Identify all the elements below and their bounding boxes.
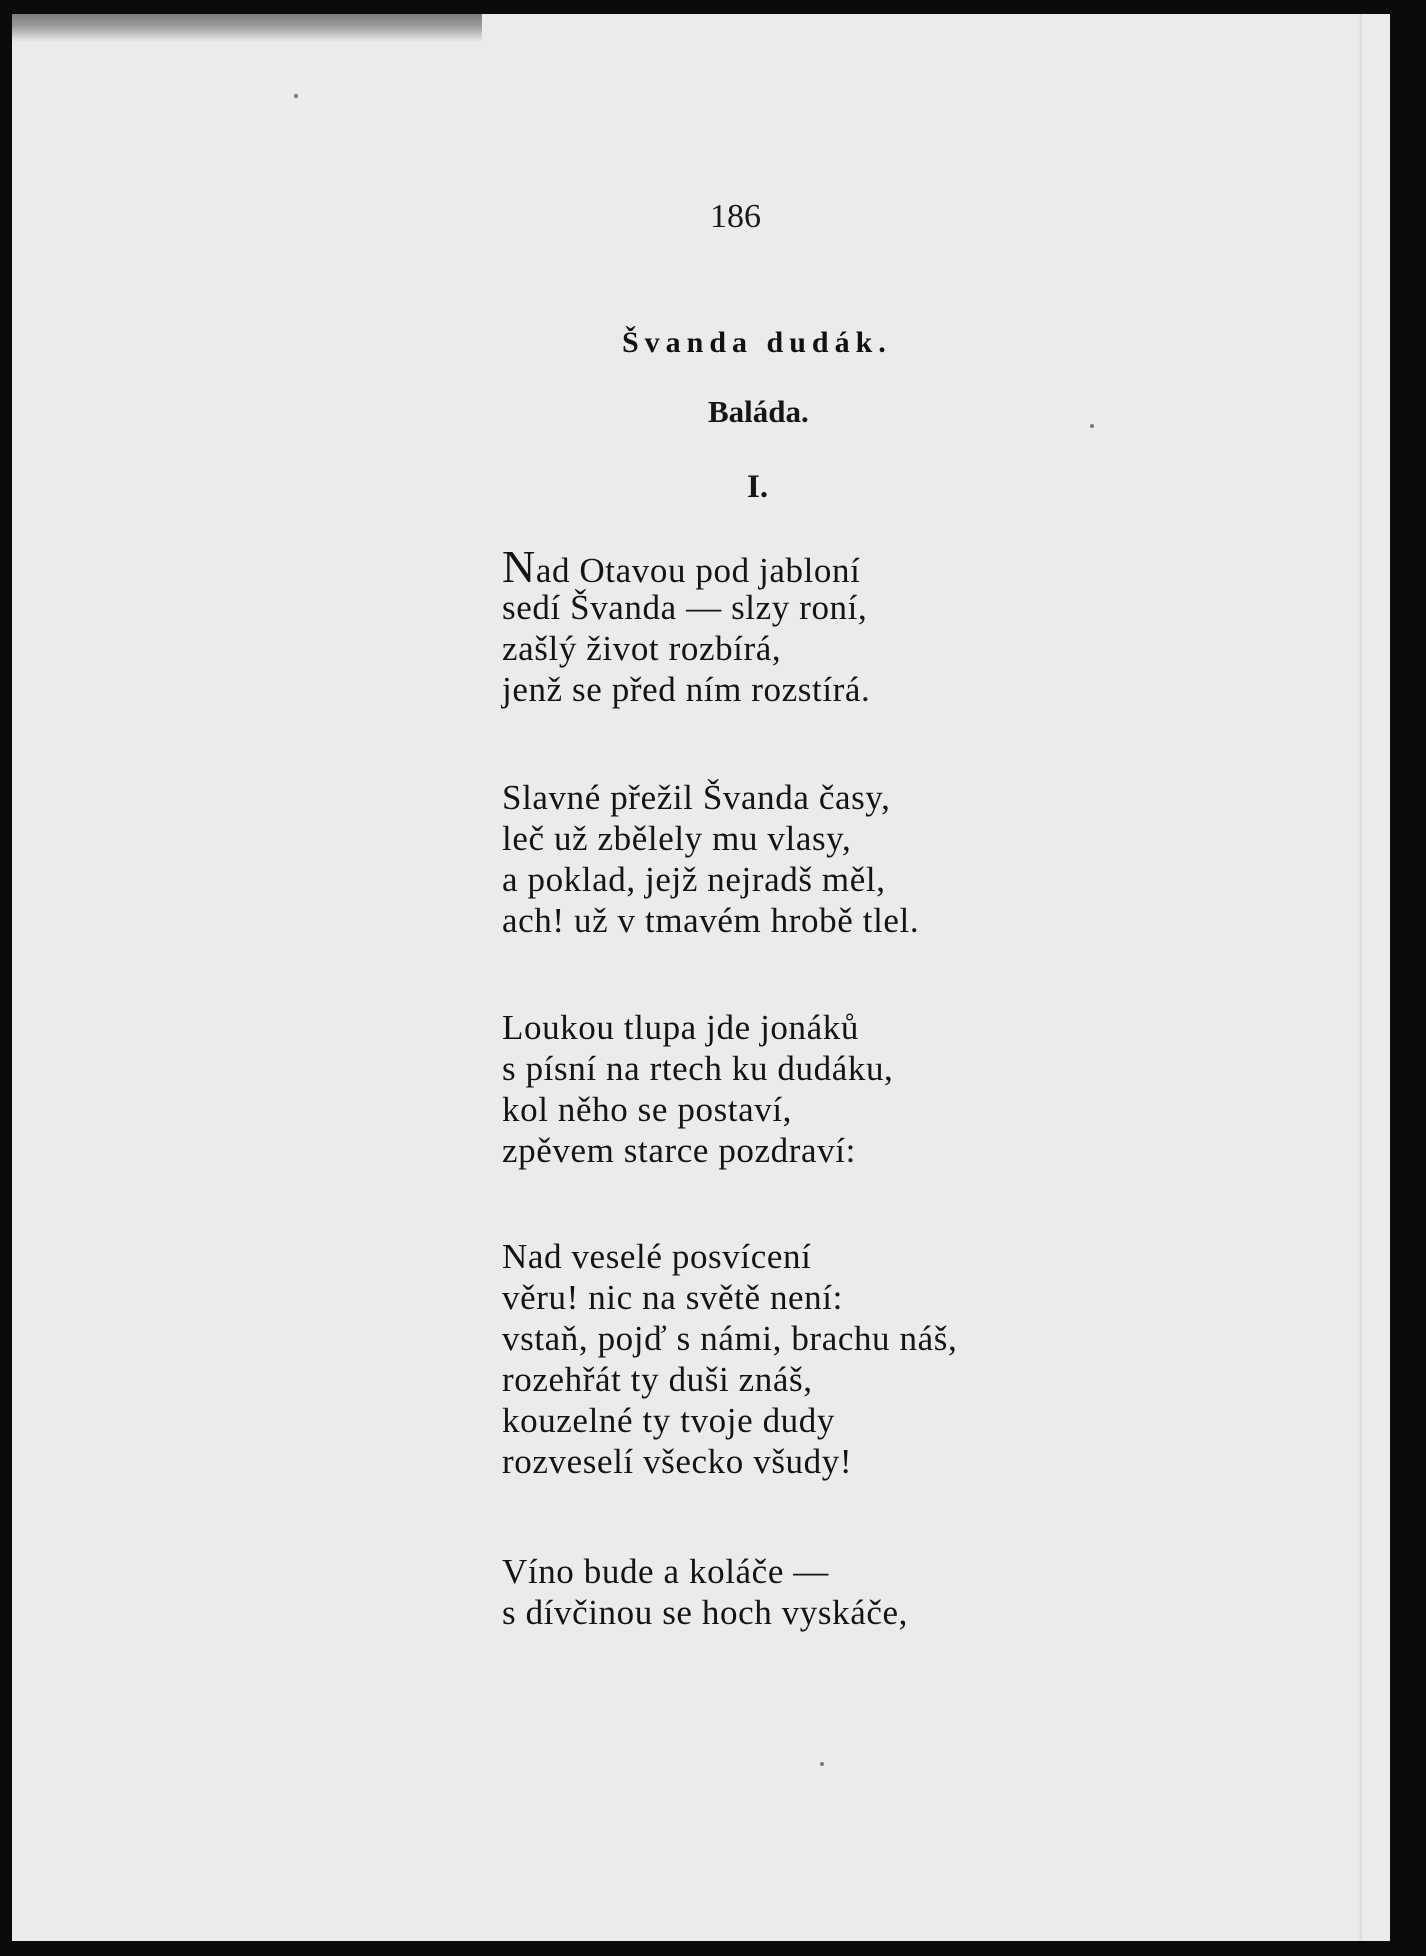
poem-title: Švanda dudák. <box>622 326 892 359</box>
verse-line <box>502 541 870 592</box>
stanza <box>502 777 919 941</box>
verse-line: zašlý život rozbírá, <box>502 629 782 668</box>
verse-line: jenž se před ním rozstírá. <box>502 670 871 709</box>
section-number: I. <box>747 469 769 505</box>
poem-subtitle: Baláda. <box>708 394 809 429</box>
verse-line: ach! už v tmavém hrobě tlel. <box>502 901 920 940</box>
verse-line: rozveselí všecko všudy! <box>502 1442 853 1481</box>
verse-line-text: ad Otavou pod jabloní <box>535 551 861 590</box>
verse-line: věru! nic na světě není: <box>502 1278 843 1317</box>
verse-line: Nad veselé posvícení <box>502 1237 812 1276</box>
verse-line: zpěvem starce pozdraví: <box>502 1131 856 1170</box>
stanza <box>502 1007 893 1171</box>
page-spine-shadow <box>1358 14 1362 1941</box>
verse-line: kol něho se postaví, <box>502 1090 793 1129</box>
scan-speck <box>820 1762 824 1766</box>
verse-line: Loukou tlupa jde jonáků <box>502 1008 859 1047</box>
stanza <box>502 541 871 710</box>
verse-line: Víno bude a koláče — <box>502 1552 829 1591</box>
verse-line: vstaň, pojď s námi, brachu náš, <box>502 1319 958 1358</box>
book-page <box>12 14 1390 1941</box>
verse-line: sedí Švanda — slzy roní, <box>502 588 868 627</box>
verse-line: leč už zbělely mu vlasy, <box>502 819 852 858</box>
page-number: 186 <box>710 198 761 235</box>
verse-line: kouzelné ty tvoje dudy <box>502 1401 835 1440</box>
verse-line: Slavné přežil Švanda časy, <box>502 778 891 817</box>
scan-speck <box>1090 424 1094 428</box>
stanza <box>502 1236 957 1482</box>
verse-line: s písní na rtech ku dudáku, <box>502 1049 894 1088</box>
verse-line: s dívčinou se hoch vyskáče, <box>502 1593 908 1632</box>
verse-line: a poklad, jejž nejradš měl, <box>502 860 886 899</box>
scan-speck <box>294 94 298 98</box>
stanza <box>502 1551 908 1633</box>
verse-line: rozehřát ty duši znáš, <box>502 1360 813 1399</box>
drop-cap-letter: N <box>502 541 536 592</box>
